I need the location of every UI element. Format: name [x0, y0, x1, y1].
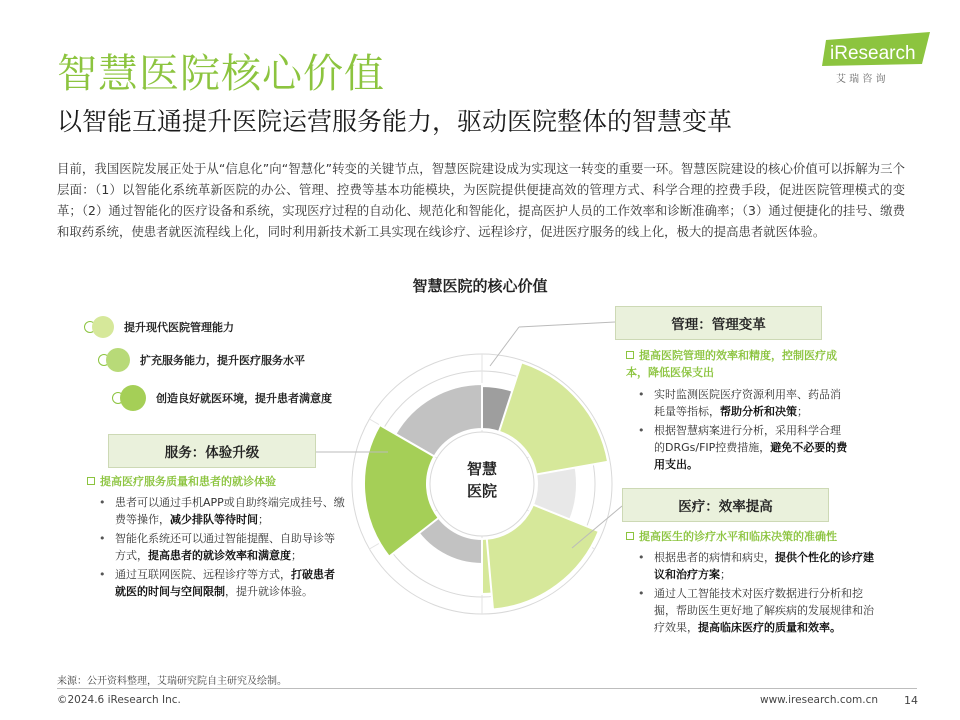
service-subheading: [87, 473, 347, 490]
management-points: [634, 386, 849, 475]
service-header: 服务：体验升级: [108, 434, 316, 468]
connector-line: [519, 322, 615, 327]
page-title: 智慧医院核心价值: [57, 51, 385, 97]
intro-paragraph: 目前，我国医院发展正处于从“信息化”向“智慧化”转变的关键节点，智慧医院建设成为实现这一转变的重要一环。智慧医院建设的核心价值可以拆解为三个层面：（1）以智能化系统革新医院的办公、管理、控费等基本功能模块，为医院提供便捷高效的管理方式、科学合理的控费手段，促进医院管理模式的变革；（2）通过智能化的医疗设备和系统，实现医疗过程的自动化、规范化和智能化，提高医护人员的工作效率和诊断准确率；（3）通过便捷化的挂号、缴费和取药系统，使患者就医流程线上化，同时利用新技术新工具实现在线诊疗、远程诊疗，促进医疗服务的线上化，极大的提高患者就医体验。: [57, 161, 905, 239]
management-subheading: [626, 347, 846, 381]
list-item: • 通过人工智能技术对医疗数据进行分析和挖掘，帮助医生更好地了解疾病的发展规律和治疗效果，提高临床医疗的质量和效率。: [634, 585, 874, 636]
footer-url[interactable]: www.iresearch.com.cn: [760, 694, 879, 706]
footer-divider: [57, 688, 917, 689]
service-points: [95, 494, 345, 602]
service-subheading-text: 提高医疗服务质量和患者的就诊体验: [100, 475, 276, 488]
medical-subheading: [626, 528, 906, 545]
medical-subheading-text: 提高医生的诊疗水平和临床决策的准确性: [639, 530, 837, 543]
source-note: 来源：公开资料整理，艾瑞研究院自主研究及绘制。: [57, 676, 287, 687]
diagram-title: 智慧医院的核心价值: [412, 277, 548, 295]
logo-cn-text: 艾 瑞 咨 询: [836, 74, 886, 85]
list-item: • 实时监测医院医疗资源利用率、药品消耗量等指标，帮助分析和决策；: [634, 386, 849, 420]
list-item: • 通过互联网医院、远程诊疗等方式，打破患者就医的时间与空间限制，提升就诊体验。: [95, 566, 345, 600]
diagram-bullet-label: 提升现代医院管理能力: [124, 321, 234, 334]
diagram-bullet-label: 创造良好就医环境，提升患者满意度: [156, 392, 332, 405]
medical-points: [634, 549, 874, 638]
center-label: [437, 458, 527, 502]
list-item: • 根据智慧病案进行分析，采用科学合理的DRGs/FIP控费措施，避免不必要的费用支出。: [634, 422, 849, 473]
logo-brand-text: iResearch: [830, 43, 916, 64]
square-bullet-icon: [626, 351, 634, 359]
copyright: ©2024.6 iResearch Inc.: [57, 694, 181, 706]
list-item: • 智能化系统还可以通过智能提醒、自助导诊等方式，提高患者的就诊效率和满意度；: [95, 530, 345, 564]
medical-header: 医疗：效率提高: [622, 488, 829, 522]
page-number: 14: [904, 694, 918, 707]
center-label-line-2: 医院: [466, 482, 497, 500]
square-bullet-icon: [87, 477, 95, 485]
list-item: • 患者可以通过手机APP或自助终端完成挂号、缴费等操作，减少排队等待时间；: [95, 494, 345, 528]
page-subtitle: 以智能互通提升医院运营服务能力，驱动医院整体的智慧变革: [57, 107, 733, 136]
management-header: 管理：管理变革: [615, 306, 822, 340]
diagram-bullet-label: 扩充服务能力，提升医疗服务水平: [140, 354, 305, 367]
center-label-line-1: 智慧: [466, 460, 497, 478]
connector-line: [490, 327, 519, 366]
list-item: • 根据患者的病情和病史，提供个性化的诊疗建议和治疗方案；: [634, 549, 874, 583]
square-bullet-icon: [626, 532, 634, 540]
management-subheading-text: 提高医院管理的效率和精度，控制医疗成本，降低医保支出: [626, 349, 837, 379]
